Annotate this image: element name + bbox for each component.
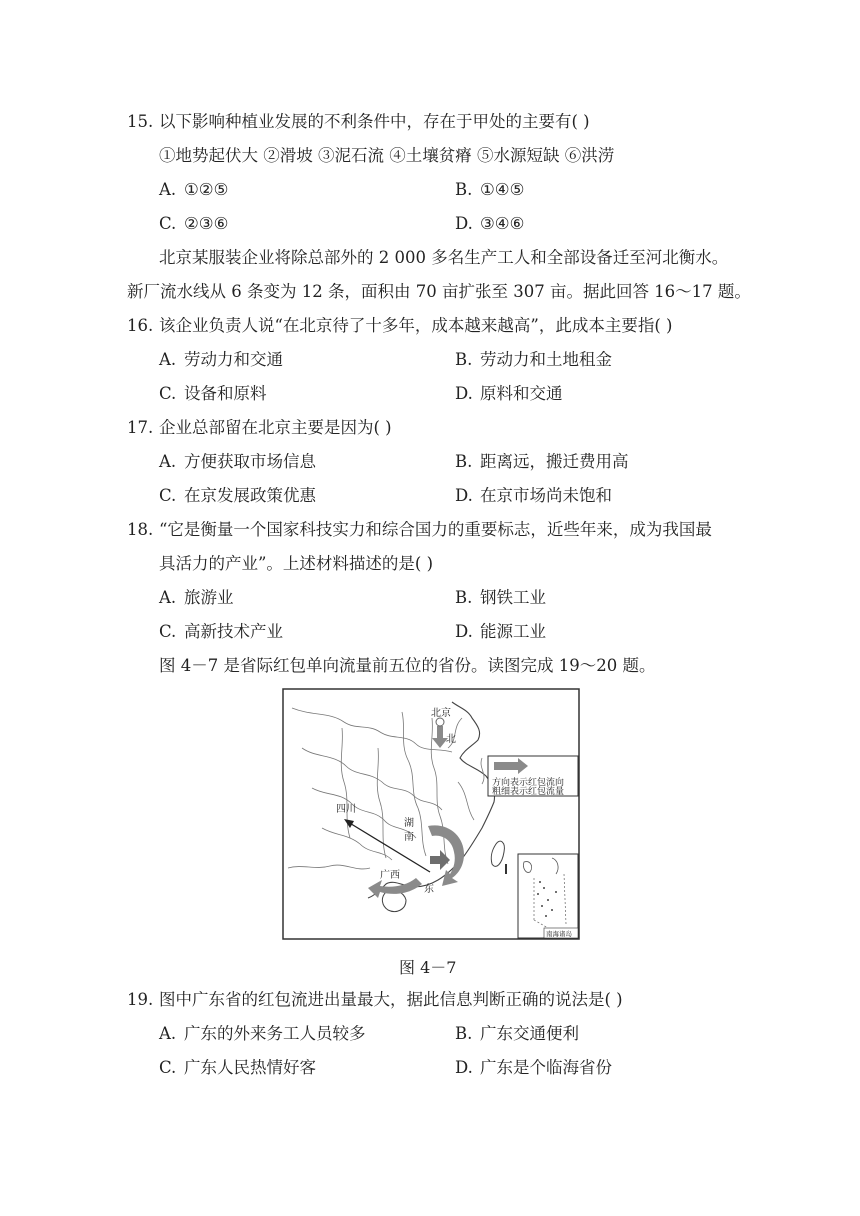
option-text: 劳动力和交通 — [184, 350, 283, 369]
question-text: 图中广东省的红包流进出量最大，据此信息判断正确的说法是( ) — [159, 990, 623, 1009]
legend-line-2: 粗细表示红包流量 — [492, 787, 565, 797]
option-label: C. — [159, 1058, 177, 1077]
option-label: D. — [455, 214, 473, 233]
option-label: A. — [159, 588, 177, 607]
option-a — [159, 587, 234, 609]
option-b — [455, 587, 546, 609]
label-guangdong: 东 — [424, 884, 434, 895]
question-number: 17. — [127, 418, 154, 437]
option-text: ①②⑤ — [184, 180, 229, 199]
option-text: 钢铁工业 — [480, 588, 546, 607]
option-text: 方便获取市场信息 — [184, 452, 316, 471]
option-c — [159, 213, 228, 235]
inset-label: 南海诸岛 — [546, 930, 572, 938]
option-label: C. — [159, 384, 177, 403]
option-d — [455, 621, 546, 643]
figure-caption: 图 4－7 — [399, 958, 457, 977]
option-a — [159, 349, 283, 371]
option-label: C. — [159, 214, 177, 233]
option-label: C. — [159, 486, 177, 505]
option-a — [159, 1023, 366, 1045]
question-19-stem — [127, 989, 623, 1011]
option-a — [159, 451, 316, 473]
intro-19-20: 图 4－7 是省际红包单向流量前五位的省份。读图完成 19～20 题。 — [159, 656, 656, 675]
option-text: 设备和原料 — [184, 384, 267, 403]
option-text: 广东人民热情好客 — [184, 1058, 316, 1077]
option-c — [159, 621, 283, 643]
question-number: 16. — [127, 316, 154, 335]
option-b — [455, 349, 612, 371]
option-c — [159, 1057, 316, 1079]
option-text: 旅游业 — [184, 588, 234, 607]
option-c — [159, 383, 267, 405]
red-envelope-flow-map — [282, 688, 580, 940]
option-label: A. — [159, 180, 177, 199]
option-label: B. — [455, 452, 473, 471]
inset-frame — [518, 854, 578, 938]
question-15-items: ①地势起伏大 ②滑坡 ③泥石流 ④土壤贫瘠 ⑤水源短缺 ⑥洪涝 — [159, 146, 615, 165]
label-hebei: 北 — [446, 734, 456, 745]
option-label: D. — [455, 622, 473, 641]
label-sichuan: 四川 — [336, 804, 356, 815]
option-label: D. — [455, 384, 473, 403]
option-label: A. — [159, 350, 177, 369]
option-label: D. — [455, 1058, 473, 1077]
legend-line-1: 方向表示红包流向 — [492, 778, 565, 788]
option-label: A. — [159, 1024, 177, 1043]
option-text: 原料和交通 — [480, 384, 563, 403]
option-text: 广东是个临海省份 — [480, 1058, 612, 1077]
map-svg — [282, 688, 580, 940]
passage-line-2: 新厂流水线从 6 条变为 12 条，面积由 70 亩扩张至 307 亩。据此回答 16～17 题。 — [127, 282, 751, 301]
option-text: ②③⑥ — [184, 214, 229, 233]
option-b — [455, 1023, 579, 1045]
option-text: 能源工业 — [480, 622, 546, 641]
south-china-sea-inset — [518, 854, 578, 938]
option-label: C. — [159, 622, 177, 641]
passage-line-1: 北京某服装企业将除总部外的 2 000 多名生产工人和全部设备迁至河北衡水。 — [159, 248, 729, 267]
option-d — [455, 383, 563, 405]
option-text: 高新技术产业 — [184, 622, 283, 641]
option-text: 广东交通便利 — [480, 1024, 579, 1043]
label-hunan-1: 湖 — [404, 818, 414, 829]
question-text: “它是衡量一个国家科技实力和综合国力的重要标志，近些年来，成为我国最 — [159, 520, 712, 539]
option-label: B. — [455, 588, 473, 607]
option-c — [159, 485, 316, 507]
question-number: 15. — [127, 112, 154, 131]
question-17-stem — [127, 417, 392, 439]
option-text: 在京市场尚未饱和 — [480, 486, 612, 505]
question-18-stem — [127, 519, 712, 541]
question-15-stem — [127, 111, 590, 133]
option-label: B. — [455, 1024, 473, 1043]
option-text: 在京发展政策优惠 — [184, 486, 316, 505]
question-number: 19. — [127, 990, 154, 1009]
question-16-stem — [127, 315, 673, 337]
option-text: 劳动力和土地租金 — [480, 350, 612, 369]
label-hunan-2: 南 — [404, 832, 414, 843]
question-number: 18. — [127, 520, 154, 539]
question-18-stem-cont: 具活力的产业”。上述材料描述的是( ) — [159, 554, 434, 573]
option-text: 距离远，搬迁费用高 — [480, 452, 629, 471]
option-label: B. — [455, 350, 473, 369]
option-label: D. — [455, 486, 473, 505]
option-label: A. — [159, 452, 177, 471]
option-b — [455, 179, 524, 201]
option-text: ③④⑥ — [480, 214, 525, 233]
map-legend — [488, 756, 578, 797]
option-d — [455, 213, 524, 235]
option-a — [159, 179, 228, 201]
question-text: 以下影响种植业发展的不利条件中，存在于甲处的主要有( ) — [159, 112, 590, 131]
option-text: 广东的外来务工人员较多 — [184, 1024, 366, 1043]
question-text: 该企业负责人说“在北京待了十多年，成本越来越高”，此成本主要指( ) — [159, 316, 673, 335]
option-text: ①④⑤ — [480, 180, 525, 199]
question-text: 企业总部留在北京主要是因为( ) — [159, 418, 392, 437]
option-d — [455, 485, 612, 507]
label-beijing: 北京 — [431, 708, 451, 719]
option-b — [455, 451, 629, 473]
option-d — [455, 1057, 612, 1079]
option-label: B. — [455, 180, 473, 199]
label-guangxi: 广西 — [380, 870, 400, 881]
